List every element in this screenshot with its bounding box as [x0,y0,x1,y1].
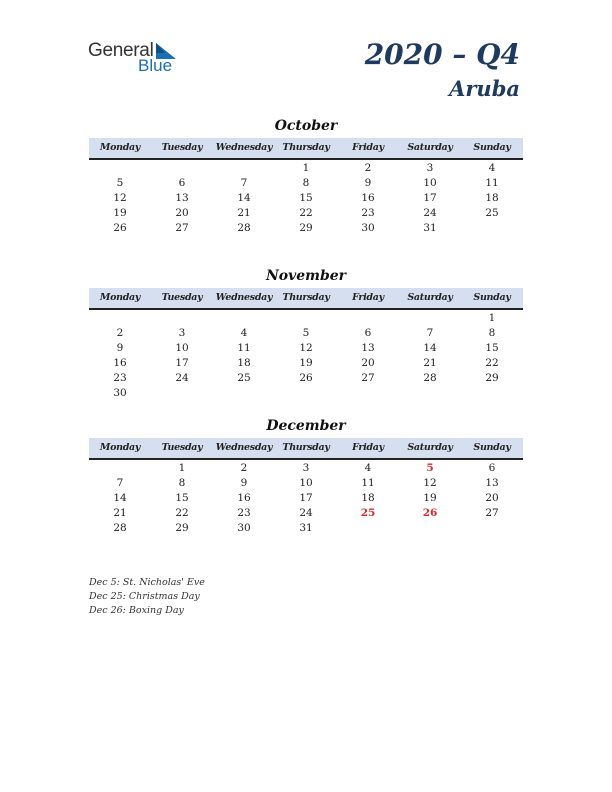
day-cell: 24 [423,207,437,219]
day-cell: 2 [240,462,248,474]
day-cell: 30 [361,222,375,234]
logo [88,40,188,76]
day-cell: 20 [485,492,499,504]
day-cell: 19 [423,492,437,504]
weekday-header [89,288,523,310]
weekday-label: Wednesday [215,292,273,303]
empty-day-cell [89,461,151,476]
day-cell: 4 [240,327,248,339]
weekday-label: Saturday [407,142,453,153]
weekday-label: Thursday [282,442,330,453]
page-title: 2020 – Q4 [364,38,520,71]
weekday-label: Tuesday [161,142,203,153]
day-cell: 18 [361,492,375,504]
weekday-label: Saturday [407,292,453,303]
day-cell: 5 [116,177,124,189]
day-cell: 3 [302,462,310,474]
holiday-note: Dec 26: Boxing Day [89,605,184,616]
weekday-label: Monday [99,442,141,453]
weekday-label: Thursday [282,142,330,153]
empty-day-cell [213,386,275,401]
week-row [89,341,523,356]
day-cell: 1 [488,312,496,324]
day-cell: 16 [113,357,127,369]
day-cell: 13 [361,342,375,354]
holiday-day-cell: 5 [426,462,434,474]
day-cell: 24 [299,507,313,519]
page-subtitle: Aruba [449,76,520,101]
empty-day-cell [151,311,213,326]
weekday-label: Saturday [407,442,453,453]
day-cell: 17 [423,192,437,204]
week-row [89,326,523,341]
day-cell: 21 [113,507,127,519]
day-cell: 5 [302,327,310,339]
empty-day-cell [275,386,337,401]
month-november [89,266,523,401]
weekday-label: Tuesday [161,292,203,303]
empty-day-cell [89,161,151,176]
week-row [89,476,523,491]
day-cell: 21 [237,207,251,219]
holiday-day-cell: 25 [360,507,376,519]
empty-day-cell [89,311,151,326]
day-cell: 20 [361,357,375,369]
day-cell: 22 [299,207,313,219]
day-cell: 12 [299,342,313,354]
day-cell: 31 [299,522,313,534]
day-cell: 1 [302,162,310,174]
day-cell: 18 [237,357,251,369]
day-cell: 30 [113,387,127,399]
weekday-label: Friday [352,292,384,303]
day-cell: 15 [299,192,313,204]
holiday-note: Dec 5: St. Nicholas' Eve [89,577,205,588]
day-cell: 7 [116,477,124,489]
day-cell: 11 [361,477,375,489]
month-title: October [274,118,338,134]
day-cell: 15 [485,342,499,354]
day-cell: 23 [237,507,251,519]
day-cell: 1 [178,462,186,474]
week-row [89,521,523,536]
day-cell: 9 [240,477,248,489]
day-cell: 27 [175,222,189,234]
month-days [89,310,523,401]
week-row [89,311,523,326]
day-cell: 21 [423,357,437,369]
day-cell: 10 [175,342,189,354]
weekday-label: Monday [99,292,141,303]
holiday-notes [89,576,205,618]
day-cell: 15 [175,492,189,504]
weekday-label: Monday [99,142,141,153]
empty-day-cell [337,521,399,536]
weekday-label: Thursday [282,292,330,303]
weekday-label: Sunday [473,442,511,453]
day-cell: 9 [364,177,372,189]
weekday-label: Friday [352,142,384,153]
day-cell: 13 [175,192,189,204]
day-cell: 4 [488,162,496,174]
day-cell: 31 [423,222,437,234]
day-cell: 22 [485,357,499,369]
day-cell: 25 [237,372,251,384]
day-cell: 6 [488,462,496,474]
day-cell: 18 [485,192,499,204]
empty-day-cell [213,311,275,326]
logo-blue-text: Blue [138,56,173,75]
month-october [89,116,523,236]
day-cell: 23 [113,372,127,384]
day-cell: 28 [237,222,251,234]
weekday-label: Sunday [473,292,511,303]
weekday-label: Sunday [473,142,511,153]
day-cell: 9 [116,342,124,354]
day-cell: 8 [178,477,186,489]
day-cell: 6 [364,327,372,339]
weekday-header [89,438,523,460]
day-cell: 3 [426,162,434,174]
empty-day-cell [461,521,523,536]
day-cell: 8 [488,327,496,339]
empty-day-cell [461,386,523,401]
day-cell: 3 [178,327,186,339]
weekday-label: Tuesday [161,442,203,453]
month-title: December [266,418,346,434]
day-cell: 29 [299,222,313,234]
weekday-label: Friday [352,442,384,453]
day-cell: 4 [364,462,372,474]
day-cell: 14 [423,342,437,354]
empty-day-cell [399,521,461,536]
day-cell: 17 [175,357,189,369]
holiday-day-cell: 26 [422,507,438,519]
week-row [89,506,523,521]
week-row [89,176,523,191]
month-title: November [265,268,347,284]
empty-day-cell [213,161,275,176]
weekday-label: Wednesday [215,142,273,153]
week-row [89,161,523,176]
day-cell: 19 [113,207,127,219]
day-cell: 2 [116,327,124,339]
month-days [89,160,523,236]
day-cell: 27 [361,372,375,384]
day-cell: 26 [113,222,127,234]
day-cell: 30 [237,522,251,534]
day-cell: 19 [299,357,313,369]
week-row [89,491,523,506]
day-cell: 24 [175,372,189,384]
day-cell: 28 [113,522,127,534]
day-cell: 7 [426,327,434,339]
empty-day-cell [337,311,399,326]
day-cell: 16 [237,492,251,504]
day-cell: 11 [237,342,251,354]
day-cell: 8 [302,177,310,189]
empty-day-cell [399,311,461,326]
week-row [89,371,523,386]
day-cell: 28 [423,372,437,384]
empty-day-cell [151,386,213,401]
day-cell: 14 [237,192,251,204]
empty-day-cell [275,311,337,326]
week-row [89,461,523,476]
week-row [89,206,523,221]
empty-day-cell [337,386,399,401]
day-cell: 23 [361,207,375,219]
month-days [89,460,523,536]
day-cell: 10 [299,477,313,489]
week-row [89,386,523,401]
day-cell: 29 [485,372,499,384]
week-row [89,356,523,371]
day-cell: 11 [485,177,499,189]
day-cell: 29 [175,522,189,534]
week-row [89,221,523,236]
day-cell: 25 [485,207,499,219]
day-cell: 2 [364,162,372,174]
week-row [89,191,523,206]
day-cell: 20 [175,207,189,219]
day-cell: 22 [175,507,189,519]
weekday-header [89,138,523,160]
logo-general-text: General [88,40,154,61]
day-cell: 16 [361,192,375,204]
day-cell: 12 [423,477,437,489]
day-cell: 14 [113,492,127,504]
holiday-note: Dec 25: Christmas Day [89,591,200,602]
empty-day-cell [461,221,523,236]
empty-day-cell [151,161,213,176]
day-cell: 17 [299,492,313,504]
month-december [89,416,523,536]
empty-day-cell [399,386,461,401]
day-cell: 6 [178,177,186,189]
weekday-label: Wednesday [215,442,273,453]
day-cell: 26 [299,372,313,384]
day-cell: 10 [423,177,437,189]
day-cell: 13 [485,477,499,489]
day-cell: 27 [485,507,499,519]
day-cell: 12 [113,192,127,204]
day-cell: 7 [240,177,248,189]
